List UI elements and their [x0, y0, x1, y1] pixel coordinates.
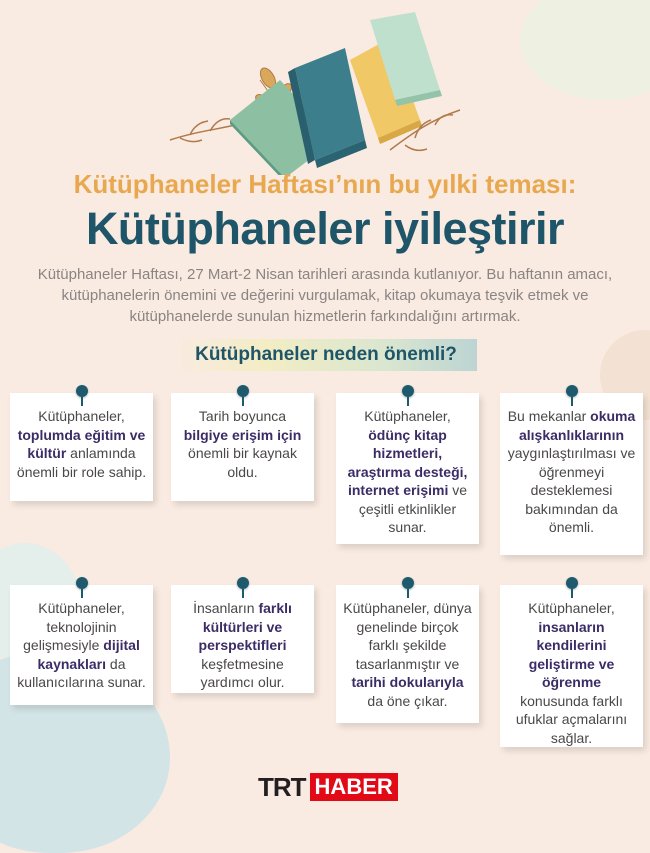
pin-icon: [402, 385, 414, 397]
decor-blob-top-right: [520, 0, 650, 100]
card-text-segment: ve çeşitli etkinlikler sunar.: [358, 482, 468, 535]
card-text-segment: da kullanıcılarına sunar.: [17, 655, 146, 690]
card-text-segment: Kütüphaneler,: [528, 600, 615, 616]
pin-icon: [566, 577, 578, 589]
logo-trt-text: TRT: [258, 771, 306, 802]
pin-icon: [237, 577, 249, 589]
intro-paragraph: Kütüphaneler Haftası, 27 Mart-2 Nisan tarihleri arasında kutlanıyor. Bu haftanın amacı, kütüphanelerin önemini ve değerini vurgulamak, kitap okumaya teşvik etmek ve kütüphanelerde sunulan hizmetlerin farkındalığını artırmak.: [37, 266, 613, 325]
pin-icon: [237, 385, 249, 397]
card-text: [16, 599, 147, 692]
card-text: [506, 599, 637, 747]
card-text-segment: İnsanların: [193, 600, 259, 616]
card-text-segment: Kütüphaneler,: [364, 408, 451, 424]
pre-title: Kütüphaneler Haftası’nın bu yılki teması:: [73, 169, 577, 199]
card-text-segment: önemli bir kaynak oldu.: [188, 445, 297, 480]
card-text-segment: Kütüphaneler,: [38, 408, 125, 424]
card-text: [177, 599, 308, 692]
card-text: [177, 407, 308, 481]
card-text-segment: keşfetmesine yardımcı olur.: [200, 655, 285, 690]
books-illustration: [160, 10, 480, 175]
card-text-bold: farklı kültürleri ve perspektifleri: [198, 600, 292, 653]
card-text-bold: dijital kaynakları: [37, 637, 140, 672]
pin-icon: [402, 577, 414, 589]
card-text-segment: Bu mekanlar: [507, 408, 591, 424]
card-text-bold: okuma alışkanlıklarının: [518, 408, 636, 443]
card-text: [16, 407, 147, 481]
info-card: [171, 585, 314, 693]
card-text-bold: tarihi dokularıyla: [351, 674, 464, 690]
card-text-segment: Tarih boyunca: [198, 408, 287, 424]
trt-haber-logo: [258, 773, 398, 801]
card-text-segment: Kütüphaneler, dünya genelinde birçok farklı şekilde tasarlanmıştır ve: [343, 600, 472, 672]
card-text-segment: konusunda farklı ufuklar açmalarını sağlar.: [515, 692, 628, 746]
info-card: [10, 585, 153, 705]
logo-haber-text: HABER: [310, 773, 398, 801]
card-text-segment: yaygınlaştırılması ve öğrenmeyi desteklemesi bakımından da önemli.: [507, 445, 636, 535]
page-title: Kütüphaneler iyileştirir: [85, 203, 565, 254]
info-card: [171, 393, 314, 501]
pin-icon: [566, 385, 578, 397]
card-text-bold: toplumda eğitim ve kültür: [17, 426, 146, 461]
card-text: [506, 407, 637, 537]
info-card: [500, 393, 643, 555]
info-card: [336, 585, 479, 723]
pin-icon: [76, 577, 88, 589]
pin-icon: [76, 385, 88, 397]
info-card: [336, 393, 479, 544]
card-text: [342, 407, 473, 537]
info-card: [10, 393, 153, 501]
card-text-segment: da öne çıkar.: [367, 692, 448, 709]
section-title: Kütüphaneler neden önemli?: [175, 339, 477, 371]
info-card: [500, 585, 643, 747]
card-text: [342, 599, 473, 710]
card-text-bold: ödünç kitap hizmetleri, araştırma desteği, internet erişimi: [347, 426, 468, 498]
card-text-segment: Kütüphaneler, teknolojinin gelişmesiyle: [23, 600, 125, 653]
card-text-segment: anlamında önemli bir role sahip.: [16, 445, 147, 480]
card-text-bold: bilgiye erişim için: [183, 426, 302, 443]
card-text-bold: insanların kendilerini geliştirme ve öğrenme: [528, 618, 615, 690]
